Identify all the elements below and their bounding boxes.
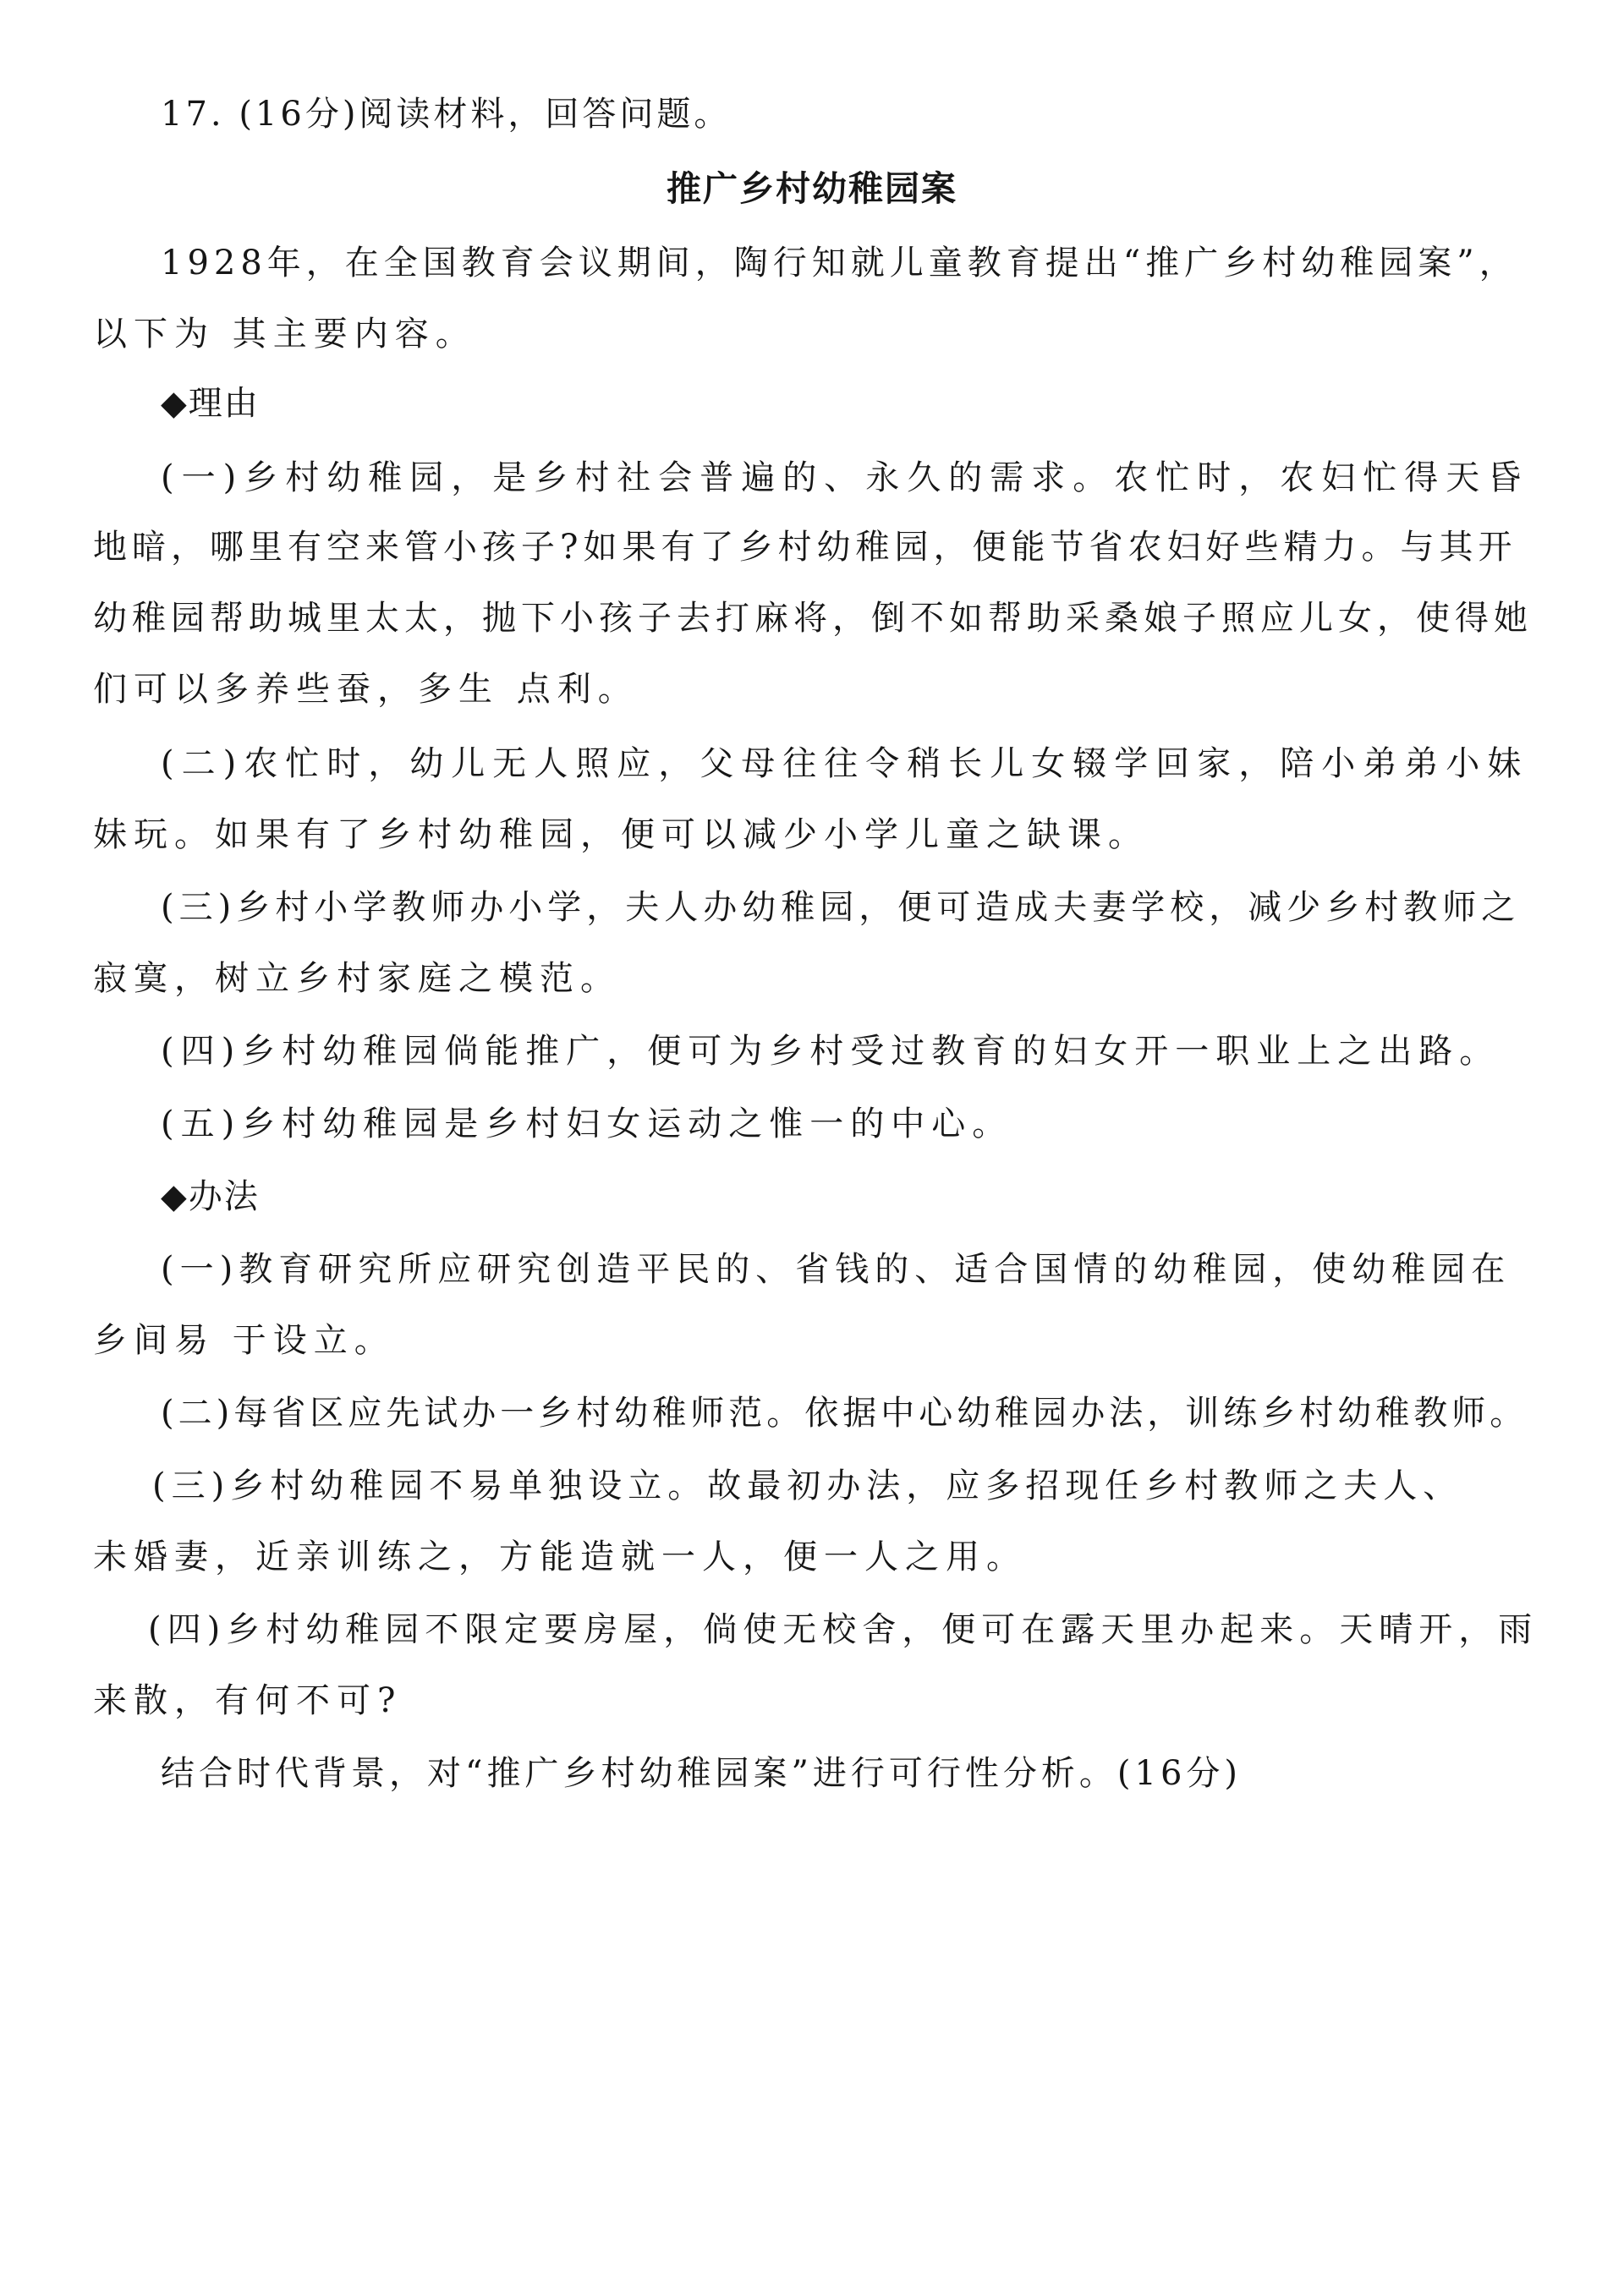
method-1-line-2: 乡间易 于设立。 bbox=[93, 1321, 395, 1360]
reason-1-line-3: 幼稚园帮助城里太太，抛下小孩子去打麻将，倒不如帮助采桑娘子照应儿女，使得她 bbox=[93, 599, 1533, 638]
reason-3-line-1: (三)乡村小学教师办小学，夫人办幼稚园，便可造成夫妻学校，减少乡村教师之 bbox=[161, 888, 1521, 927]
material-title: 推广乡村幼稚园案 bbox=[667, 168, 957, 209]
method-3-line-1: (三)乡村幼稚园不易单独设立。故最初办法，应多招现任乡村教师之夫人、 bbox=[152, 1466, 1463, 1505]
question-header: 17. (16分)阅读材料，回答问题。 bbox=[161, 95, 732, 134]
intro-line-1: 1928年，在全国教育会议期间，陶行知就儿童教育提出“推广乡村幼稚园案”， bbox=[161, 244, 1518, 282]
reason-1-line-2: 地暗，哪里有空来管小孩子?如果有了乡村幼稚园，便能节省农妇好些精力。与其开 bbox=[93, 528, 1517, 567]
method-4-line-2: 来散，有何不可? bbox=[93, 1681, 403, 1720]
task-prompt: 结合时代背景，对“推广乡村幼稚园案”进行可行性分析。(16分) bbox=[161, 1754, 1243, 1793]
reason-1-line-4: 们可以多养些蚕，多生 点利。 bbox=[93, 670, 639, 709]
method-1-line-1: (一)教育研究所应研究创造平民的、省钱的、适合国情的幼稚园，使幼稚园在 bbox=[161, 1250, 1512, 1289]
intro-line-2: 以下为 其主要内容。 bbox=[93, 315, 476, 354]
reason-5-line-1: (五)乡村幼稚园是乡村妇女运动之惟一的中心。 bbox=[161, 1105, 1013, 1143]
reason-2-line-1: (二)农忙时，幼儿无人照应，父母往往令稍长儿女辍学回家，陪小弟弟小妹 bbox=[161, 744, 1529, 783]
reason-4-line-1: (四)乡村幼稚园倘能推广，便可为乡村受过教育的妇女开一职业上之出路。 bbox=[161, 1032, 1501, 1071]
method-2-line-1: (二)每省区应先试办一乡村幼稚师范。依据中心幼稚园办法，训练乡村幼稚教师。 bbox=[161, 1394, 1528, 1433]
reason-3-line-2: 寂寞，树立乡村家庭之模范。 bbox=[93, 959, 621, 998]
reason-1-line-1: (一)乡村幼稚园，是乡村社会普遍的、永久的需求。农忙时，农妇忙得天昏 bbox=[161, 458, 1529, 497]
methods-heading: ◆办法 bbox=[161, 1177, 260, 1216]
reason-2-line-2: 妹玩。如果有了乡村幼稚园，便可以减少小学儿童之缺课。 bbox=[93, 815, 1149, 854]
method-4-line-1: (四)乡村幼稚园不限定要房屋，倘使无校舍，便可在露天里办起来。天晴开，雨 bbox=[148, 1610, 1539, 1649]
reasons-heading: ◆理由 bbox=[161, 384, 260, 423]
method-3-line-2: 未婚妻，近亲训练之，方能造就一人，便一人之用。 bbox=[93, 1538, 1027, 1576]
